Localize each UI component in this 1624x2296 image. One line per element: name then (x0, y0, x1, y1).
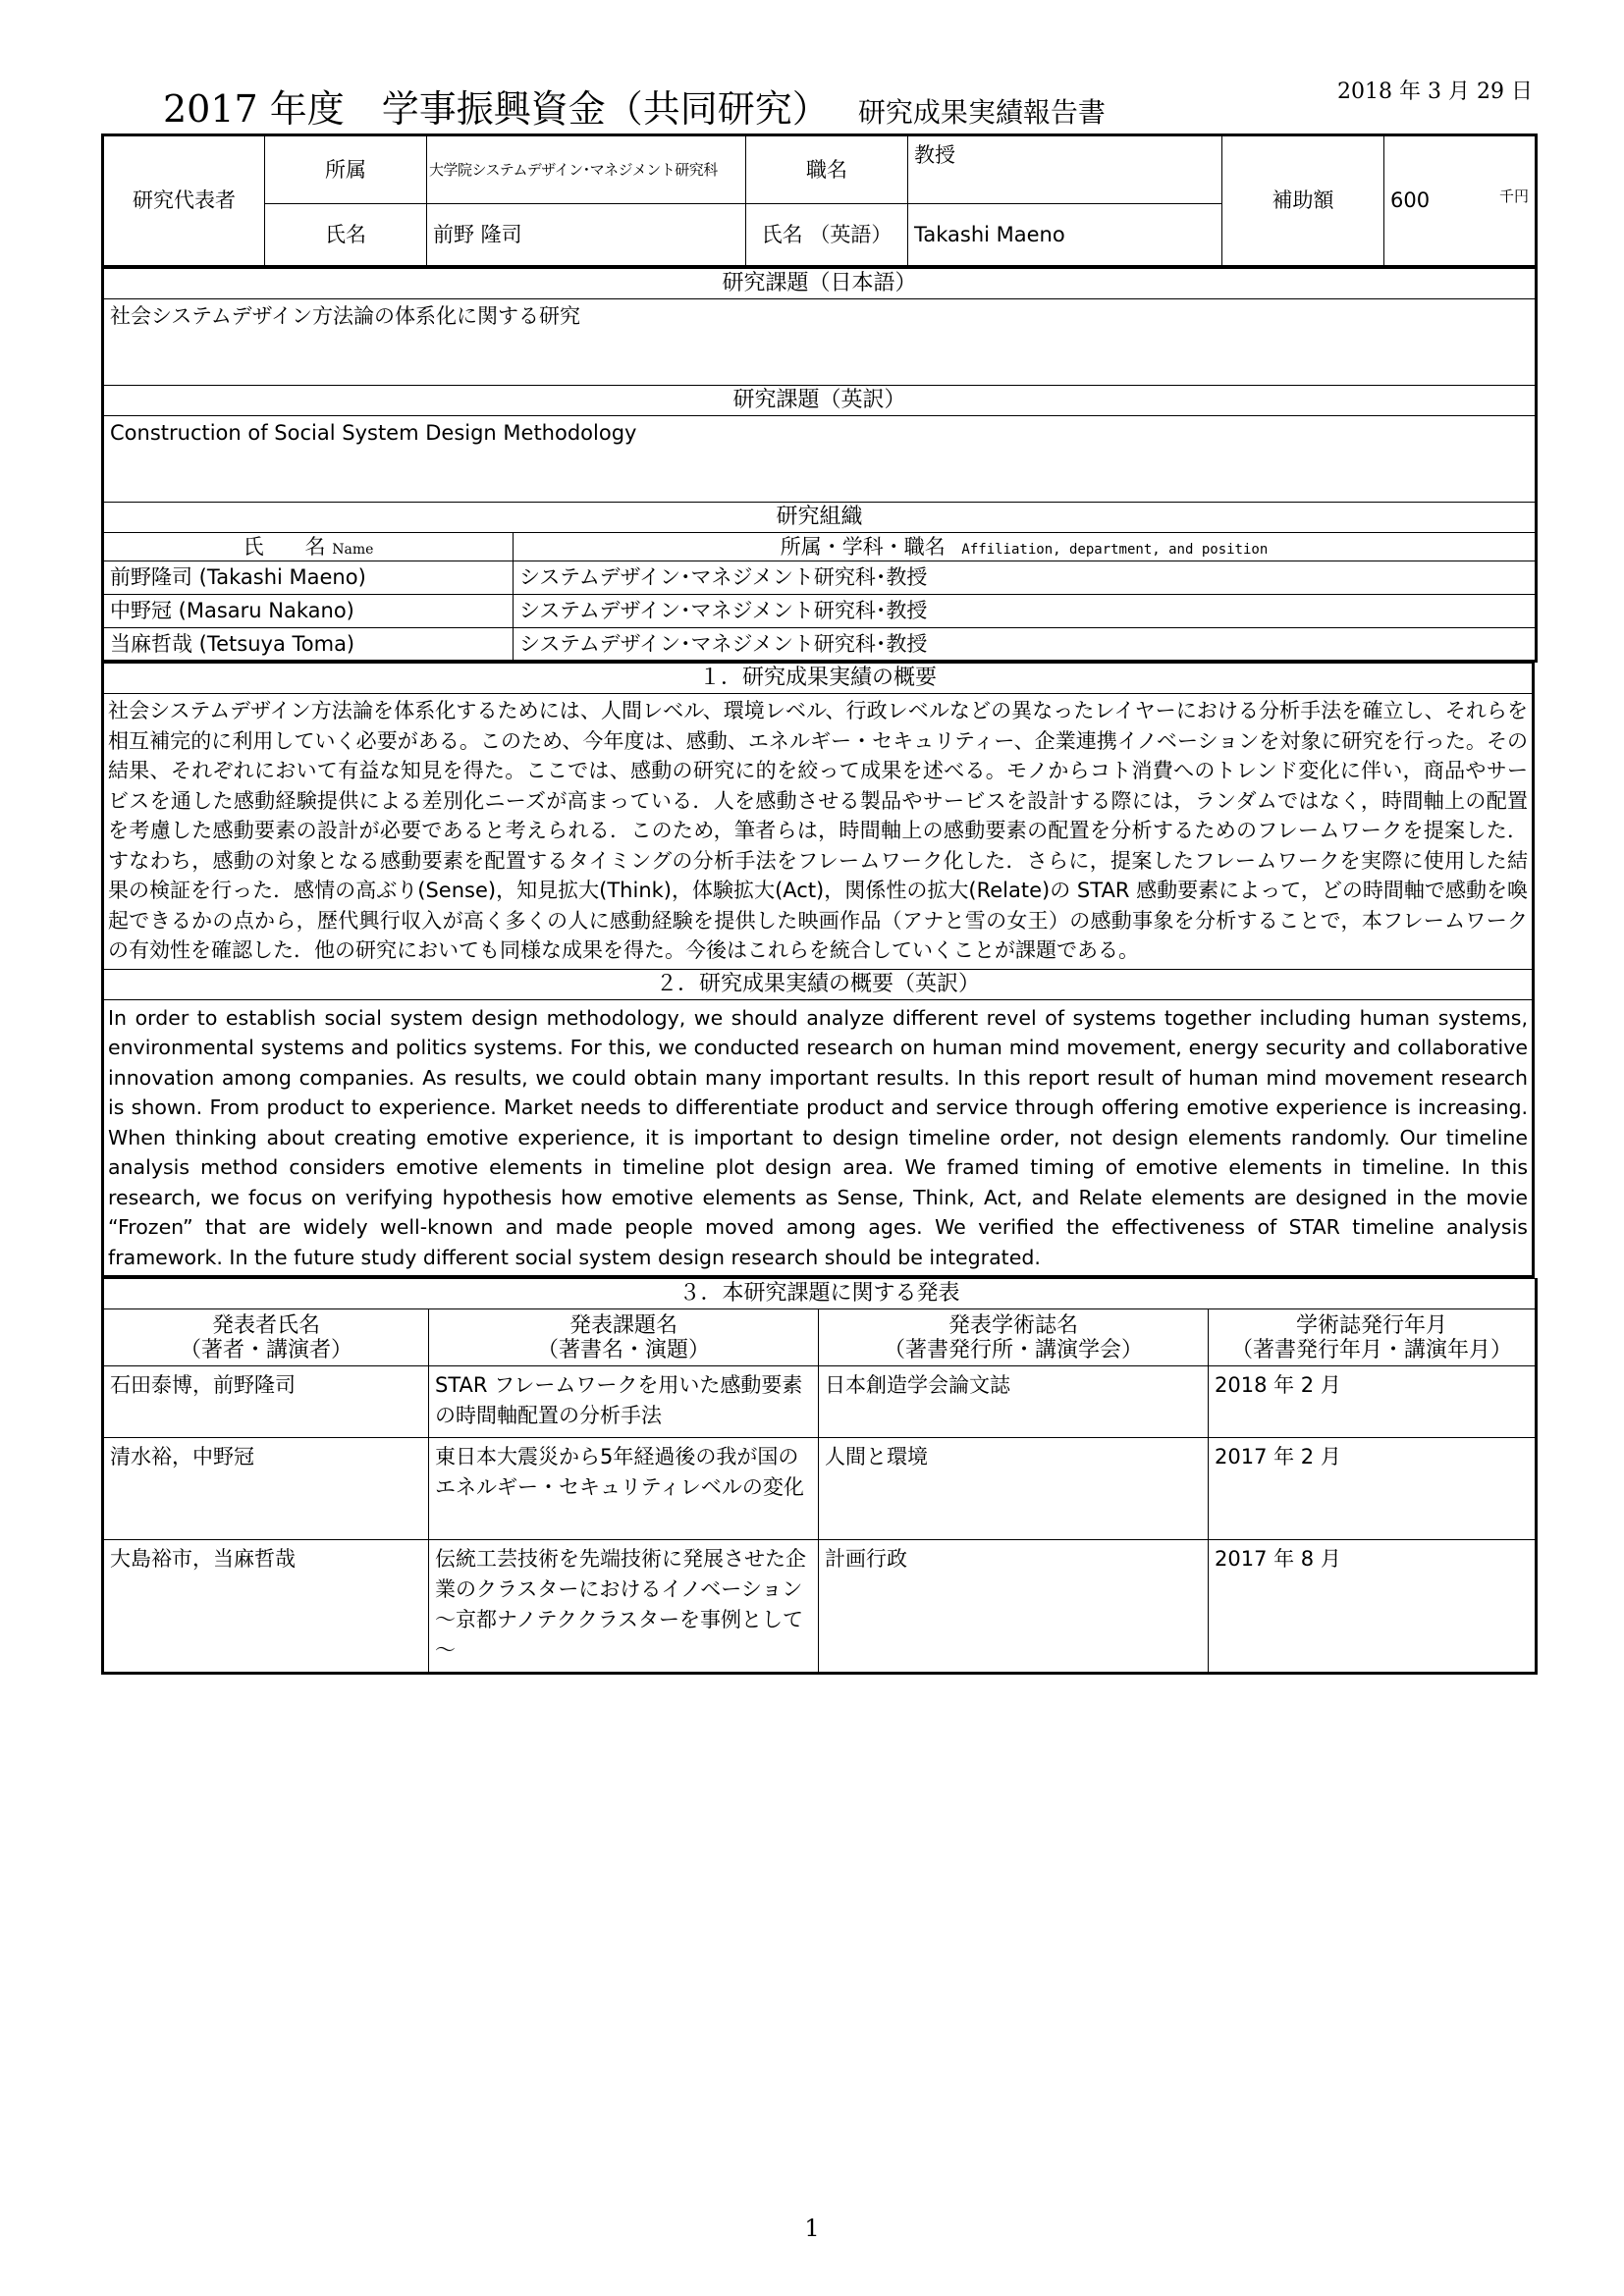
org-member-row (103, 628, 1537, 662)
col-title (429, 1309, 819, 1366)
summary-ja-heading: １．研究成果実績の概要 (103, 664, 1534, 694)
col-journal-l2: （著書発行所・講演学会） (883, 1337, 1143, 1362)
summary-table (101, 663, 1535, 1278)
summary-en-body: In order to establish social system design methodology, we should analyze different revel of systems together including human systems, environmental systems and politics systems. For this, we conducted research on human mind movement, energy security and collaborative innovation among companies. As results, we could obtain many important results. In this report result of human mind movement research is shown. From product to experience. Market needs to differentiate product and service through offering emotive experience is increasing. When thinking about creating emotive experience, it is important to design timeline order, not design elements randomly. Our timeline analysis method considers emotive elements in timeline plot design area. We framed timing of emotive elements in timeline. In this research, we focus on verifying hypothesis how emotive elements as Sense, Think, Act, and Relate elements are designed in the movie “Frozen” that are widely well-known and made people moved among ages. We verified the effectiveness of STAR timeline analysis framework. In the future study different social system design research should be integrated. (103, 999, 1534, 1277)
summary-ja-body: 社会システムデザイン方法論を体系化するためには、人間レベル、環境レベル、行政レベルなどの異なったレイヤーにおける分析手法を確立し、それらを相互補完的に利用していく必要がある。このため、今年度は、感動、エネルギー・セキュリティー、企業連携イノベーションを対象に研究を行った。その結果、それぞれにおいて有益な知見を得た。ここでは、感動の研究に的を絞って成果を述べる。モノからコト消費へのトレンド変化に伴い，商品やサービスを通した感動経験提供による差別化ニーズが高まっている．人を感動させる製品やサービスを設計する際には，ランダムではなく，時間軸上の配置を考慮した感動要素の設計が必要であると考えられる．このため，筆者らは，時間軸上の感動要素の配置を分析するためのフレームワークを提案した．すなわち，感動の対象となる感動要素を配置するタイミングの分析手法をフレームワーク化した．さらに，提案したフレームワークを実際に使用した結果の検証を行った．感情の高ぶり(Sense)，知見拡大(Think)，体験拡大(Act)，関係性の拡大(Relate)の STAR 感動要素によって，どの時間軸で感動を喚起できるかの点から，歴代興行収入が高く多くの人に感動経験を提供した映画作品（アナと雪の女王）の感動事象を分析することで，本フレームワークの有効性を確認した．他の研究においても同様な成果を得た。今後はこれらを統合していくことが課題である。 (103, 694, 1534, 970)
pub-title: STAR フレームワークを用いた感動要素の時間軸配置の分析手法 (429, 1366, 819, 1438)
col-title-l1: 発表課題名 (568, 1312, 677, 1338)
org-member-row (103, 561, 1537, 595)
pub-authors: 石田泰博，前野隆司 (103, 1366, 429, 1438)
grant-value: 600 (1390, 188, 1431, 213)
org-col-name-ja: 氏 名 (243, 534, 326, 559)
report-document (101, 133, 1535, 1675)
col-date-l2: （著書発行年月・講演年月） (1231, 1337, 1513, 1362)
org-col-aff-en: Affiliation, department, and position (961, 541, 1269, 558)
pub-title: 東日本大震災から5年経過後の我が国のエネルギー・セキュリティレベルの変化 (429, 1438, 819, 1540)
member-affiliation: システムデザイン･マネジメント研究科･教授 (514, 561, 1537, 595)
pub-journal: 計画行政 (819, 1540, 1209, 1674)
grant-unit: 千円 (1498, 187, 1529, 206)
topic-ja-value: 社会システムデザイン方法論の体系化に関する研究 (103, 299, 1537, 386)
org-col-name (103, 533, 514, 561)
report-date: 2018 年 3 月 29 日 (1337, 80, 1533, 104)
col-date-l1: 学術誌発行年月 (1296, 1312, 1448, 1338)
col-authors-l1: 発表者氏名 (211, 1312, 320, 1338)
pub-date: 2018 年 2 月 (1209, 1366, 1537, 1438)
name-en-value: Takashi Maeno (908, 204, 1222, 267)
org-col-name-en: Name (332, 541, 374, 558)
pub-title: 伝統工芸技術を先端技術に発展させた企業のクラスターにおけるイノベーション ～京都ナノテククラスターを事例として～ (429, 1540, 819, 1674)
col-authors-l2: （著者・講演者） (179, 1337, 352, 1362)
topic-en-value: Construction of Social System Design Methodology (103, 416, 1537, 503)
grant-label: 補助額 (1222, 135, 1384, 267)
organization-heading: 研究組織 (103, 503, 1537, 533)
name-en-label: 氏名 （英語） (746, 204, 908, 267)
org-col-aff (514, 533, 1537, 561)
col-title-l2: （著書名・演題） (536, 1337, 710, 1362)
pub-journal: 人間と環境 (819, 1438, 1209, 1540)
position-label: 職名 (746, 135, 908, 204)
col-date (1209, 1309, 1537, 1366)
pub-journal: 日本創造学会論文誌 (819, 1366, 1209, 1438)
position-value: 教授 (908, 135, 1222, 204)
col-journal (819, 1309, 1209, 1366)
page-title (163, 79, 1106, 133)
member-name: 前野隆司 (Takashi Maeno) (103, 561, 514, 595)
member-affiliation: システムデザイン･マネジメント研究科･教授 (514, 595, 1537, 628)
name-value: 前野 隆司 (427, 204, 746, 267)
pub-date: 2017 年 2 月 (1209, 1438, 1537, 1540)
publication-row (103, 1366, 1537, 1438)
member-affiliation: システムデザイン･マネジメント研究科･教授 (514, 628, 1537, 662)
affiliation-value: 大学院システムデザイン･マネジメント研究科 (427, 135, 746, 204)
topic-en-heading: 研究課題（英訳） (103, 386, 1537, 416)
member-name: 当麻哲哉 (Tetsuya Toma) (103, 628, 514, 662)
col-journal-l1: 発表学術誌名 (947, 1312, 1078, 1338)
grant-amount (1384, 135, 1537, 267)
page-number: 1 (804, 2215, 820, 2242)
representative-table (101, 133, 1538, 268)
affiliation-label: 所属 (265, 135, 427, 204)
org-member-row (103, 595, 1537, 628)
summary-en-heading: ２．研究成果実績の概要（英訳） (103, 969, 1534, 999)
col-authors (103, 1309, 429, 1366)
publication-row (103, 1438, 1537, 1540)
name-label: 氏名 (265, 204, 427, 267)
representative-label: 研究代表者 (103, 135, 265, 267)
title-main: 2017 年度 学事振興資金（共同研究） (163, 87, 830, 131)
title-sub: 研究成果実績報告書 (857, 96, 1106, 129)
publications-heading: ３．本研究課題に関する発表 (103, 1279, 1537, 1309)
pub-date: 2017 年 8 月 (1209, 1540, 1537, 1674)
publications-table (101, 1278, 1538, 1675)
topic-table (101, 268, 1538, 663)
pub-authors: 清水裕，中野冠 (103, 1438, 429, 1540)
org-col-aff-ja: 所属・学科・職名 (780, 534, 946, 559)
topic-ja-heading: 研究課題（日本語） (103, 269, 1537, 299)
publication-row (103, 1540, 1537, 1674)
member-name: 中野冠 (Masaru Nakano) (103, 595, 514, 628)
pub-authors: 大島裕市，当麻哲哉 (103, 1540, 429, 1674)
